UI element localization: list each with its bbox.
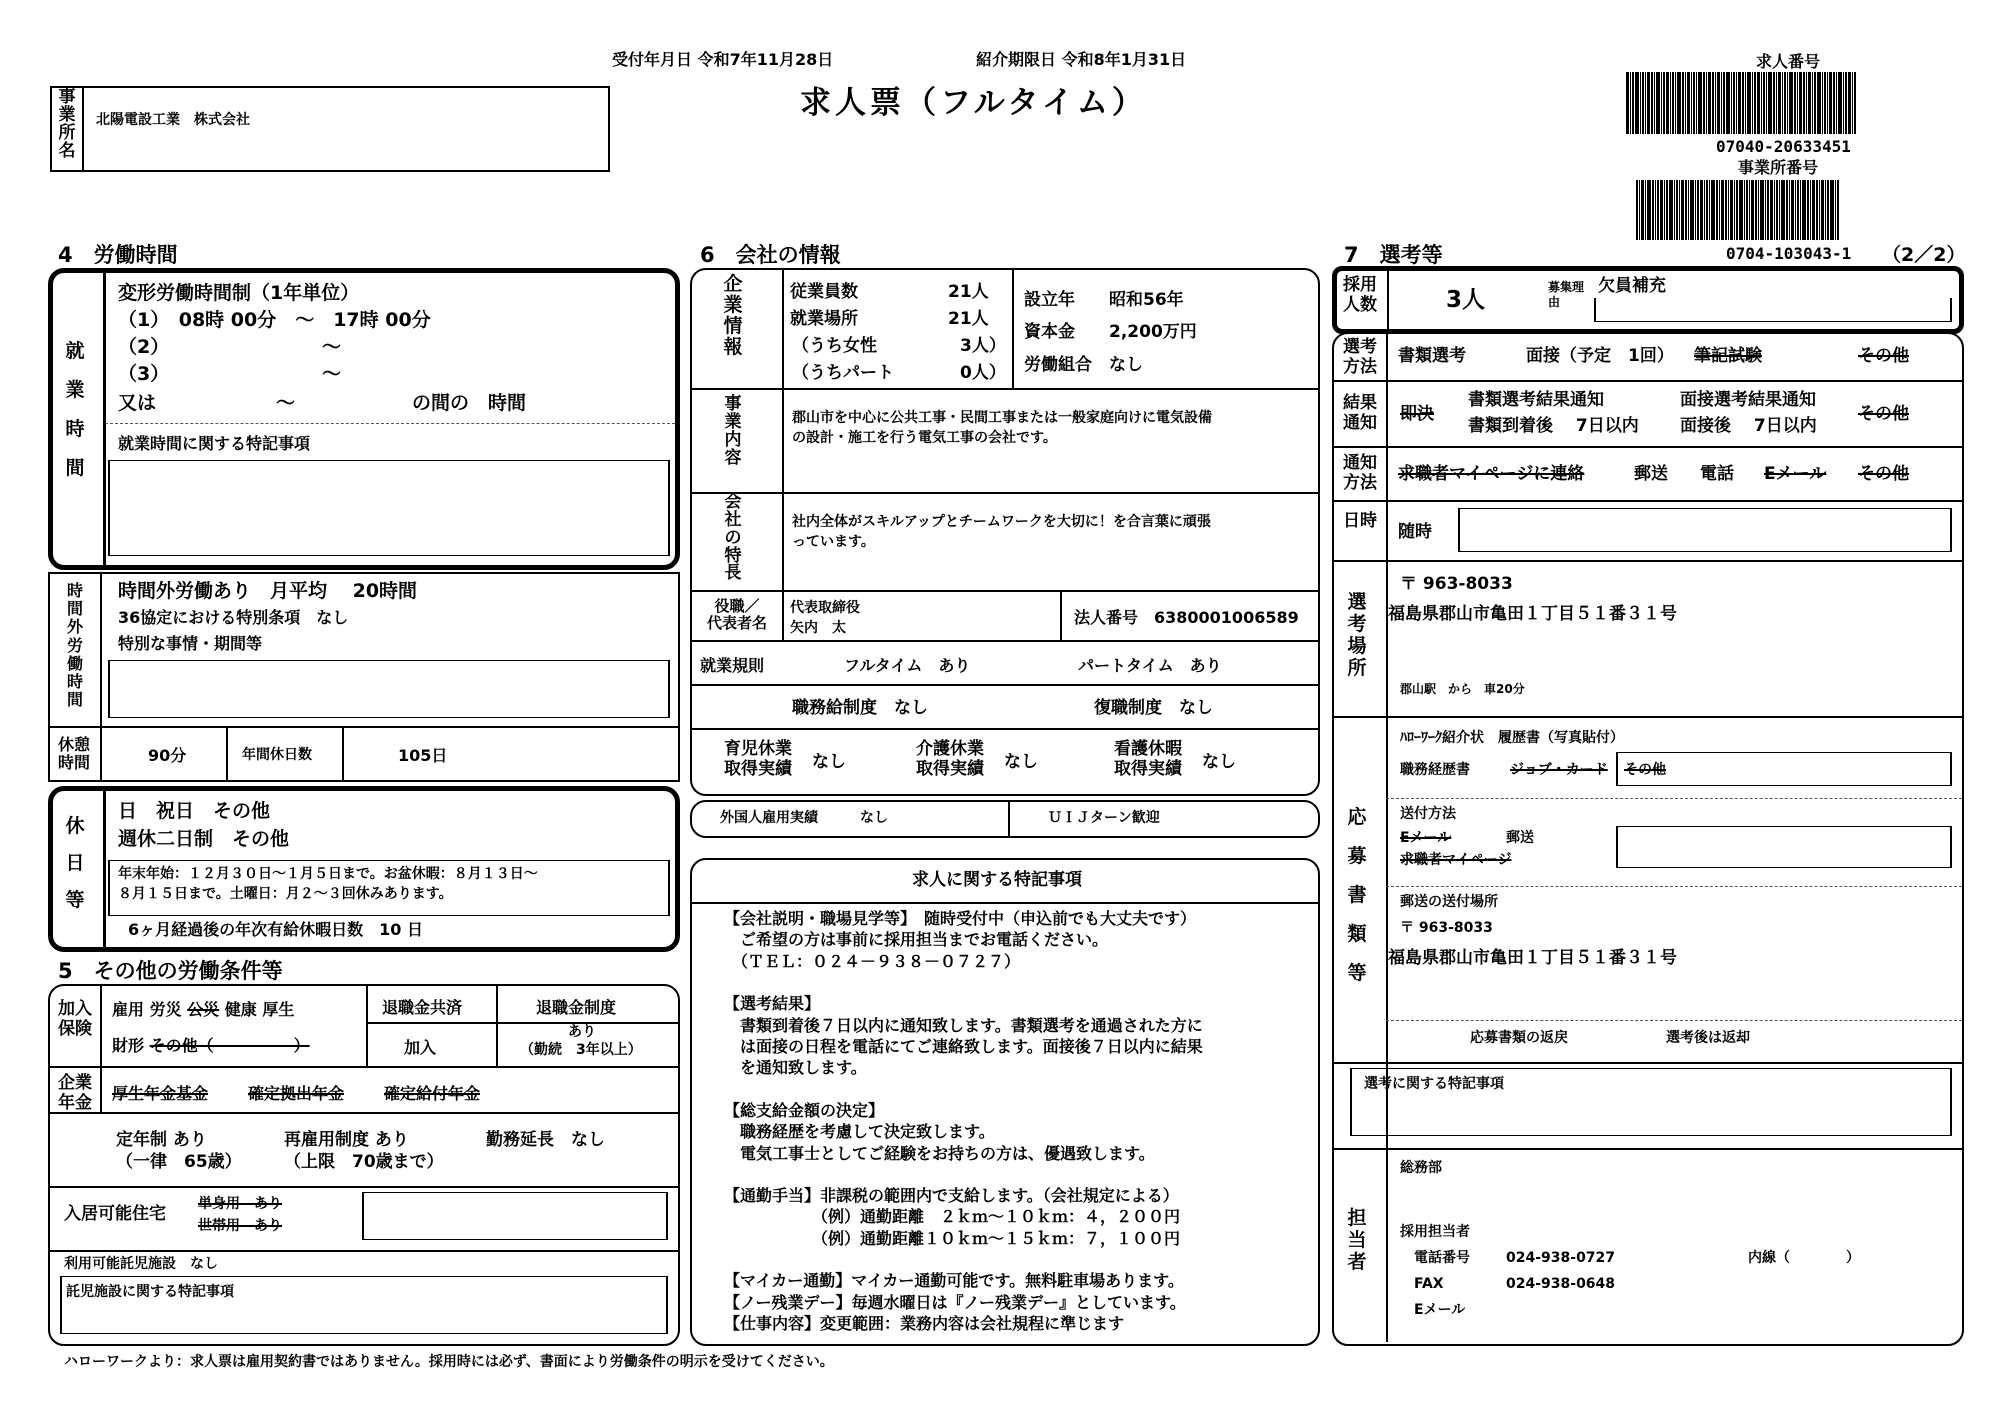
women-label: （うち女性 (792, 336, 877, 356)
hours-between: の間の 時間 (412, 392, 527, 414)
working-hours-label: 就業時間 (65, 340, 85, 479)
note-line: は面接の日程を電話にてご連絡致します。面接後７日以内に結果 (724, 1037, 1203, 1057)
result-interview-notice: 面接選考結果通知 (1680, 390, 1816, 410)
result-other: その他 (1858, 404, 1909, 424)
selection-date: 随時 (1398, 522, 1432, 542)
representative-label-2: 代表者名 (706, 614, 767, 633)
note-line: 【マイカー通勤】マイカー通勤可能です。無料駐車場あります。 (724, 1271, 1184, 1291)
women-value: 3人） (960, 336, 1006, 356)
date-label: 日時 (1343, 511, 1377, 531)
destination-label: 郵送の送付場所 (1400, 894, 1498, 910)
note-line (724, 1164, 1203, 1185)
email-label: Eメール (1414, 1302, 1466, 1318)
return-value: 選考後は返却 (1666, 1030, 1750, 1046)
place-label: 選考場所 (1347, 591, 1367, 679)
hours-line-3: （2） (118, 336, 170, 358)
office-number: 0704-103043-1 (1726, 244, 1852, 263)
office-name: 北陽電設工業 株式会社 (96, 112, 250, 128)
section4-heading: 4 労働時間 (58, 243, 178, 267)
rehire-detail: （上限 70歳まで） (284, 1152, 444, 1172)
work-extension: 勤務延長 なし (486, 1130, 605, 1150)
send-mypage: 求職者マイページ (1400, 852, 1512, 868)
retirement-age-detail: （一律 65歳） (116, 1152, 242, 1172)
labor-union: 労働組合 なし (1024, 355, 1143, 375)
fax-number: 024-938-0648 (1506, 1276, 1616, 1292)
tilde: ～ (322, 363, 342, 385)
reason: 欠員補充 (1598, 276, 1666, 296)
features-line-2: っています。 (792, 534, 875, 550)
rules-label: 就業規則 (700, 656, 765, 675)
result-label: 結果通知 (1343, 393, 1377, 433)
return-label: 応募書類の返戻 (1470, 1030, 1568, 1046)
insurance-line-2 (112, 1036, 310, 1056)
rehire-system: 復職制度 なし (1094, 698, 1213, 718)
note-line: （ＴＥＬ：０２４－９３８－０７２７） (724, 951, 1021, 971)
uij-turn: ＵＩＪターン歓迎 (1048, 810, 1160, 826)
note-line: 書類到着後７日以内に通知致します。書類選考を通過された方に (724, 1015, 1203, 1035)
docs-jobcard: ジョブ・カード (1510, 762, 1608, 778)
result-doc-timing: 書類到着後 7日以内 (1468, 416, 1639, 436)
note-line: 職務経歴を考慮して決定致します。 (724, 1122, 995, 1142)
insurance-employment-workers: 雇用 労災 (112, 1000, 182, 1019)
note-line: 電気工事士としてご経験をお持ちの方は、優遇致します。 (724, 1143, 1155, 1163)
nursing-leave-label: 介護休業取得実績 (916, 739, 984, 779)
tilde: ～ (276, 392, 296, 414)
childcare-leave-value: なし (812, 752, 846, 772)
notify-label: 通知方法 (1343, 453, 1377, 493)
part-value: 0人） (960, 363, 1006, 383)
part-label: （うちパート (792, 363, 894, 383)
severance-label: 退職金制度 (536, 998, 617, 1017)
date-note-field (1458, 508, 1952, 552)
insurance-other: その他（ ） (149, 1036, 310, 1055)
note-line (724, 972, 1203, 993)
docs-other-field (1616, 752, 1952, 786)
send-note-field (1616, 826, 1952, 868)
insurance-line-1 (112, 1000, 294, 1020)
send-method-label: 送付方法 (1400, 806, 1456, 822)
job-pay-system: 職務給制度 なし (792, 698, 928, 718)
annual-holidays-label: 年間休日数 (242, 747, 312, 763)
overtime-line-3: 特別な事情・期間等 (118, 634, 263, 653)
selection-note-label: 選考に関する特記事項 (1364, 1076, 1504, 1092)
docs-other: その他 (1624, 762, 1666, 778)
page-title: 求人票（フルタイム） (800, 85, 1147, 121)
housing-note-field (362, 1192, 668, 1240)
destination-address: 福島県郡山市亀田１丁目５１番３１号 (1388, 948, 1677, 968)
department: 総務部 (1400, 1160, 1442, 1176)
holidays-label: 休日等 (65, 815, 85, 912)
note-line: 【選考結果】 (724, 994, 821, 1014)
retirement-mutual-value: 加入 (404, 1038, 437, 1057)
note-line (724, 1249, 1203, 1270)
housing-single: 単身用 あり (198, 1196, 282, 1212)
extension: 内線（ ） (1748, 1250, 1860, 1266)
nursing-leave-value: なし (1004, 752, 1038, 772)
footer-note: ハローワークより：求人票は雇用契約書ではありません。採用時には必ず、書面により労働条件の明示を受けてください。 (64, 1354, 834, 1370)
result-interview-timing: 面接後 7日以内 (1680, 416, 1817, 436)
holidays-line-2: 週休二日制 その他 (118, 828, 290, 850)
docs-line-1: ﾊﾛｰﾜｰｸ紹介状 履歴書（写真貼付） (1400, 730, 1624, 746)
note-line: を通知致します。 (724, 1058, 867, 1078)
break-value: 90分 (148, 746, 187, 765)
overtime-label: 時間外労働時間 (66, 581, 83, 710)
housing-label: 入居可能住宅 (64, 1204, 166, 1224)
employees-value: 21人 (948, 282, 989, 302)
sick-leave-value: なし (1202, 752, 1236, 772)
notify-phone: 電話 (1700, 464, 1734, 484)
note-line: 【会社説明・職場見学等】 随時受付中（申込前でも大丈夫です） (724, 909, 1197, 928)
send-post: 郵送 (1506, 830, 1534, 846)
retirement-mutual-label: 退職金共済 (382, 998, 463, 1017)
place-address: 福島県郡山市亀田１丁目５１番３１号 (1388, 604, 1677, 624)
note-line: 【通勤手当】非課税の範囲内で支給します。（会社規定による） (724, 1186, 1179, 1206)
childcare-note-label: 託児施設に関する特記事項 (66, 1284, 234, 1300)
features-label: 会社の特長 (724, 492, 742, 584)
note-line: （例）通勤距離１０ｋｍ～１５ｋｍ：７，１００円 (724, 1228, 1181, 1248)
result-doc-notice: 書類選考結果通知 (1468, 390, 1604, 410)
note-line: 【ノー残業デー】毎週水曜日は『ノー残業デー』としています。 (724, 1292, 1186, 1312)
rules-full: フルタイム あり (844, 656, 971, 675)
holidays-note-1: 年末年始：１２月３０日～１月５日まで。お盆休暇：８月１３日～ (118, 866, 538, 882)
docs-career: 職務経歴書 (1400, 762, 1470, 778)
special-notes-title: 求人に関する特記事項 (912, 870, 1082, 890)
referral-deadline: 紹介期限日 令和8年1月31日 (976, 50, 1187, 69)
overtime-special-field (108, 660, 670, 718)
overtime-line-2: 36協定における特別条項 なし (118, 608, 349, 627)
received-date: 受付年月日 令和7年11月28日 (612, 50, 834, 69)
sick-leave-label: 看護休暇取得実績 (1114, 739, 1182, 779)
severance-note: （勤続 3年以上） (520, 1042, 642, 1058)
office-name-label: 事業所名 (58, 87, 76, 161)
business-label: 事業内容 (724, 394, 742, 468)
annual-holidays-value: 105日 (398, 746, 448, 765)
note-line: （例）通勤距離 ２ｋｍ～１０ｋｍ：４，２００円 (724, 1207, 1181, 1227)
place-access: 郡山駅 から 車20分 (1400, 682, 1525, 696)
pension-fund: 厚生年金基金 (112, 1084, 209, 1103)
destination-zip: 〒 963-8033 (1400, 920, 1493, 936)
insurance-health-pension: 健康 厚生 (224, 1000, 295, 1019)
notify-email: Eメール (1764, 464, 1827, 484)
office-number-label: 事業所番号 (1738, 158, 1819, 177)
note-line: ご希望の方は事前に採用担当までお電話ください。 (724, 930, 1109, 950)
place-zip: 〒 963-8033 (1400, 574, 1513, 594)
section7-heading: 7 選考等 (1344, 243, 1443, 267)
rehire-system: 再雇用制度 あり (284, 1130, 409, 1150)
job-number-label: 求人番号 (1756, 52, 1821, 71)
insurance-public-disaster: 公災 (187, 1000, 220, 1019)
contact-person: 採用担当者 (1400, 1224, 1470, 1240)
childcare: 利用可能託児施設 なし (64, 1256, 218, 1272)
retirement-age: 定年制 あり (116, 1130, 207, 1150)
result-immediate: 即決 (1400, 404, 1434, 424)
pension-label: 企業年金 (58, 1073, 92, 1113)
method-label: 選考方法 (1343, 337, 1377, 377)
overtime-line-1: 時間外労働あり 月平均 20時間 (118, 580, 418, 602)
section6-heading: 6 会社の情報 (700, 243, 841, 267)
paid-leave: 6ヶ月経過後の年次有給休暇日数 10 日 (128, 920, 423, 939)
hours-special-field (108, 460, 670, 556)
notify-mypage: 求職者マイページに連絡 (1398, 464, 1585, 484)
method-documents: 書類選考 (1398, 346, 1466, 366)
representative-label (694, 598, 780, 633)
note-line: 【総支給金額の決定】 (724, 1100, 885, 1120)
contact-label: 担当者 (1347, 1207, 1367, 1273)
hours-special-label: 就業時間に関する特記事項 (118, 434, 311, 453)
reason-field (1594, 298, 1952, 322)
hours-line-2: （1） 08時 00分 ～ 17時 00分 (118, 309, 431, 331)
representative-title: 代表取締役 (790, 600, 860, 616)
representative-label-1: 役職／ (714, 597, 760, 615)
insurance-savings: 財形 (112, 1036, 145, 1055)
fax-label: FAX (1414, 1276, 1444, 1292)
company-info-label: 企業情報 (723, 273, 743, 358)
site-employees-label: 就業場所 (790, 309, 858, 329)
hours-line-1: 変形労働時間制（1年単位） (118, 282, 360, 304)
break-box (48, 726, 680, 782)
notify-post: 郵送 (1634, 464, 1668, 484)
established: 設立年 昭和56年 (1024, 290, 1184, 310)
holidays-note-2: ８月１５日まで。土曜日：月２～３回休みあります。 (118, 886, 453, 902)
hire-count-label: 採用人数 (1343, 275, 1377, 315)
insurance-label: 加入保険 (58, 999, 92, 1039)
capital: 資本金 2,200万円 (1024, 322, 1197, 342)
phone-number: 024-938-0727 (1506, 1250, 1616, 1266)
corporate-number: 法人番号 6380001006589 (1074, 608, 1299, 627)
special-notes-body (724, 908, 1203, 1335)
method-written: 筆記試験 (1694, 346, 1762, 366)
send-email: Eメール (1400, 830, 1452, 846)
rules-part: パートタイム あり (1078, 656, 1222, 675)
foreign-employment: 外国人雇用実績 なし (720, 810, 888, 826)
notify-other: その他 (1858, 464, 1909, 484)
pension-db: 確定給付年金 (384, 1084, 481, 1103)
note-line (724, 1079, 1203, 1100)
business-line-1: 郡山市を中心に公共工事・民間工事または一般家庭向けに電気設備 (792, 410, 1212, 426)
childcare-leave-label: 育児休業取得実績 (724, 739, 792, 779)
business-line-2: の設計・施工を行う電気工事の会社です。 (792, 430, 1057, 446)
hire-count: 3人 (1446, 287, 1486, 313)
site-employees-value: 21人 (948, 309, 989, 329)
representative-name: 矢内 太 (790, 620, 846, 636)
holidays-line-1: 日 祝日 その他 (118, 800, 271, 822)
method-interview: 面接（予定 1回） (1526, 346, 1674, 366)
note-line: 【仕事内容】変更範囲：業務内容は会社規程に準じます (724, 1314, 1125, 1334)
job-number-barcode (1626, 72, 1956, 134)
docs-label: 応募書類等 (1347, 806, 1367, 984)
employees-label: 従業員数 (790, 282, 858, 302)
reason-label: 募集理由 (1548, 280, 1585, 309)
pension-dc: 確定拠出年金 (248, 1084, 345, 1103)
features-line-1: 社内全体がスキルアップとチームワークを大切に！を合言葉に頑張 (792, 514, 1211, 530)
housing-family: 世帯用 あり (198, 1218, 282, 1234)
hours-line-4: （3） (118, 363, 170, 385)
severance-value: あり (568, 1024, 596, 1040)
tilde: ～ (322, 336, 342, 358)
method-other: その他 (1858, 346, 1909, 366)
job-number: 07040-20633451 (1716, 137, 1851, 156)
page-number: （2／2） (1882, 244, 1966, 266)
phone-label: 電話番号 (1414, 1250, 1470, 1266)
hours-or: 又は (118, 392, 157, 414)
office-number-barcode (1636, 180, 1948, 240)
section5-heading: 5 その他の労働条件等 (58, 959, 283, 983)
break-label: 休憩時間 (57, 735, 90, 772)
